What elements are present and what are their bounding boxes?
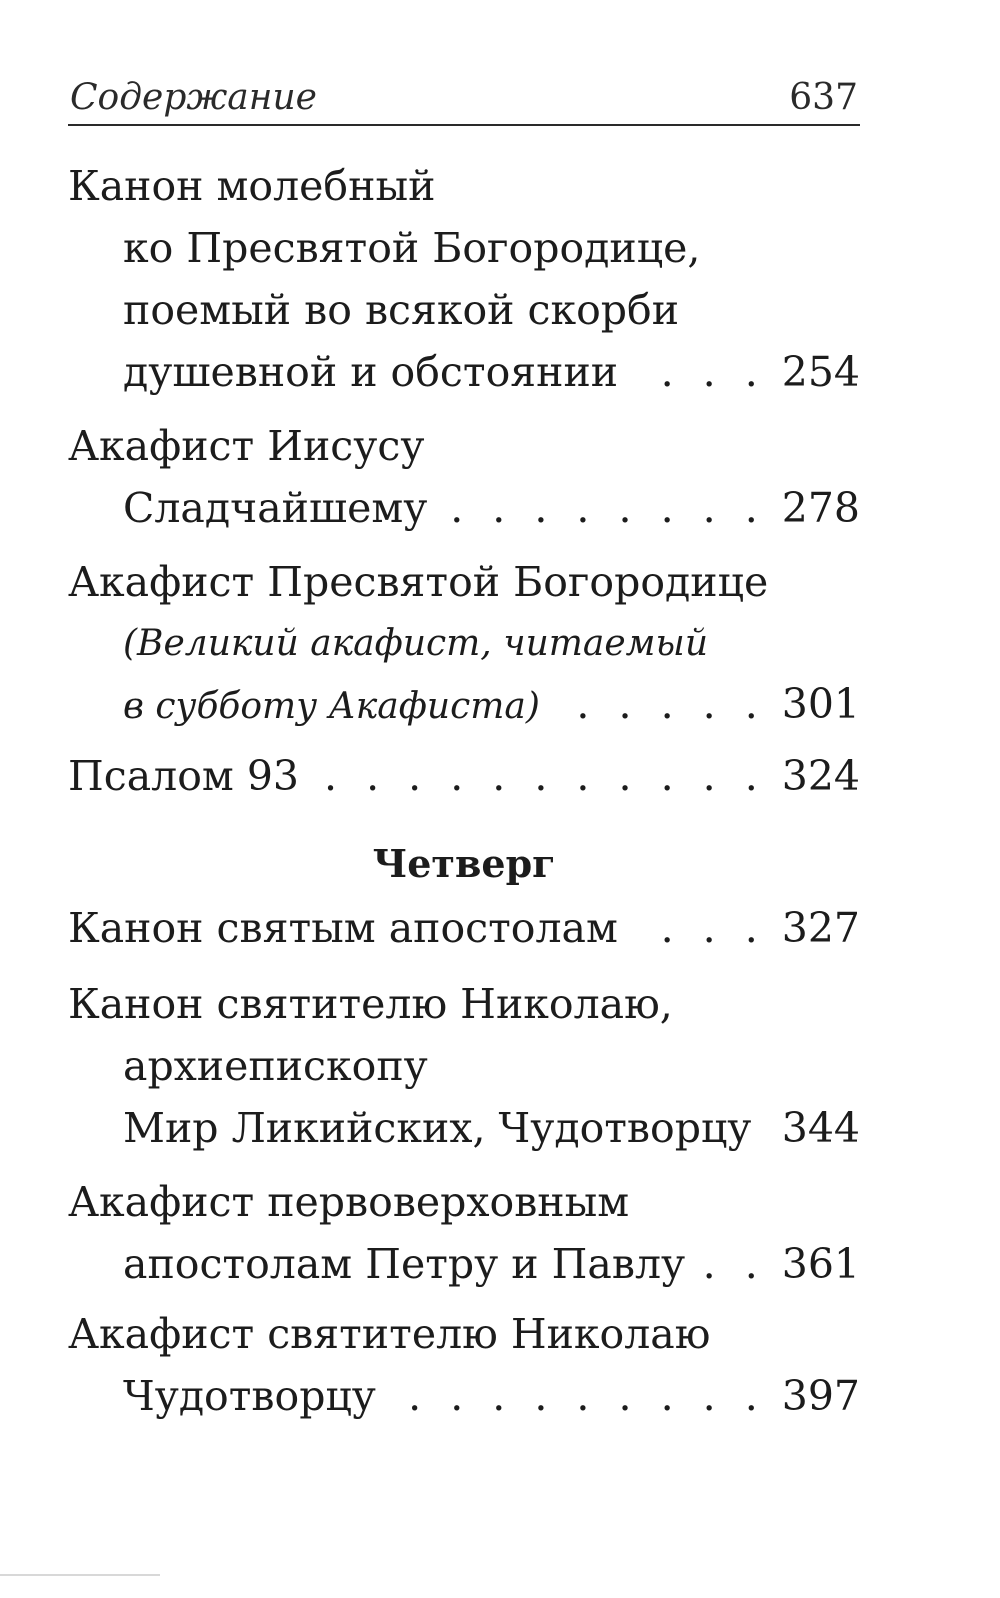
page-number: 637	[789, 77, 858, 118]
toc-entry-line	[68, 552, 860, 612]
toc-entry-line	[68, 1172, 860, 1232]
toc-entry-line	[123, 478, 860, 538]
section-heading: Четверг	[372, 841, 556, 886]
toc-entry-title: душевной и обстоянии	[123, 348, 619, 396]
toc-entry-page: 397	[781, 1372, 860, 1420]
bottom-edge-mark	[0, 1574, 160, 1576]
toc-entry-title: апостолам Петру и Павлу	[123, 1240, 686, 1288]
toc-entry-title: Канон молебный	[68, 162, 436, 210]
toc-entry-title: Акафист святителю Николаю	[68, 1310, 711, 1358]
toc-entry-title: ко Пресвятой Богородице,	[123, 224, 701, 272]
toc-entry-line	[68, 898, 860, 958]
running-title: Содержание	[70, 77, 317, 118]
toc-entry-line	[123, 218, 860, 278]
toc-entry-page: 301	[781, 680, 860, 728]
toc-entry-title: Сладчайшему	[123, 484, 428, 532]
dot-leader	[441, 478, 765, 538]
toc-entry-title: поемый во всякой скорби	[123, 286, 680, 334]
toc-entry-line	[68, 746, 860, 806]
toc-entry-title: Акафист первоверховным	[68, 1178, 630, 1226]
toc-entry-title: Акафист Пресвятой Богородице	[68, 558, 769, 606]
toc-entry-title: Канон святым апостолам	[68, 904, 618, 952]
toc-entry-line	[68, 1304, 860, 1364]
dot-leader	[554, 674, 766, 734]
toc-entry-page: 344	[781, 1104, 860, 1152]
toc-entry-line	[123, 342, 860, 402]
toc-entry-title: архиепископу	[123, 1042, 428, 1090]
toc-entry-line	[123, 280, 860, 340]
toc-entry-line	[68, 156, 860, 216]
toc-entry-title: Псалом 93	[68, 752, 299, 800]
dot-leader	[632, 342, 766, 402]
toc-entry-line	[68, 416, 860, 476]
dot-leader	[699, 1234, 766, 1294]
toc-entry-line	[123, 1366, 860, 1426]
toc-entry-title: Мир Ликийских, Чудотворцу	[123, 1104, 752, 1152]
toc-entry-note: в субботу Акафиста)	[123, 686, 540, 727]
toc-entry-line	[123, 614, 860, 674]
toc-entry-line	[123, 674, 860, 734]
toc-entry-title: Канон святителю Николаю,	[68, 980, 673, 1028]
toc-entry-note: (Великий акафист, читаемый	[123, 623, 709, 664]
toc-entry-line	[123, 1234, 860, 1294]
toc-entry-line	[123, 1036, 860, 1096]
toc-entry-page: 254	[781, 348, 860, 396]
toc-entry-page: 327	[781, 904, 860, 952]
toc-entry-page: 361	[781, 1240, 860, 1288]
dot-leader	[390, 1366, 766, 1426]
toc-entry-line	[123, 1098, 860, 1158]
toc-entry-title: Акафист Иисусу	[68, 422, 425, 470]
running-header	[68, 72, 860, 126]
dot-leader	[632, 898, 766, 958]
toc-entry-page: 278	[781, 484, 860, 532]
toc-entry-title: Чудотворцу	[123, 1372, 376, 1420]
toc-entry-page: 324	[781, 752, 860, 800]
dot-leader	[313, 746, 766, 806]
toc-entry-line	[68, 974, 860, 1034]
